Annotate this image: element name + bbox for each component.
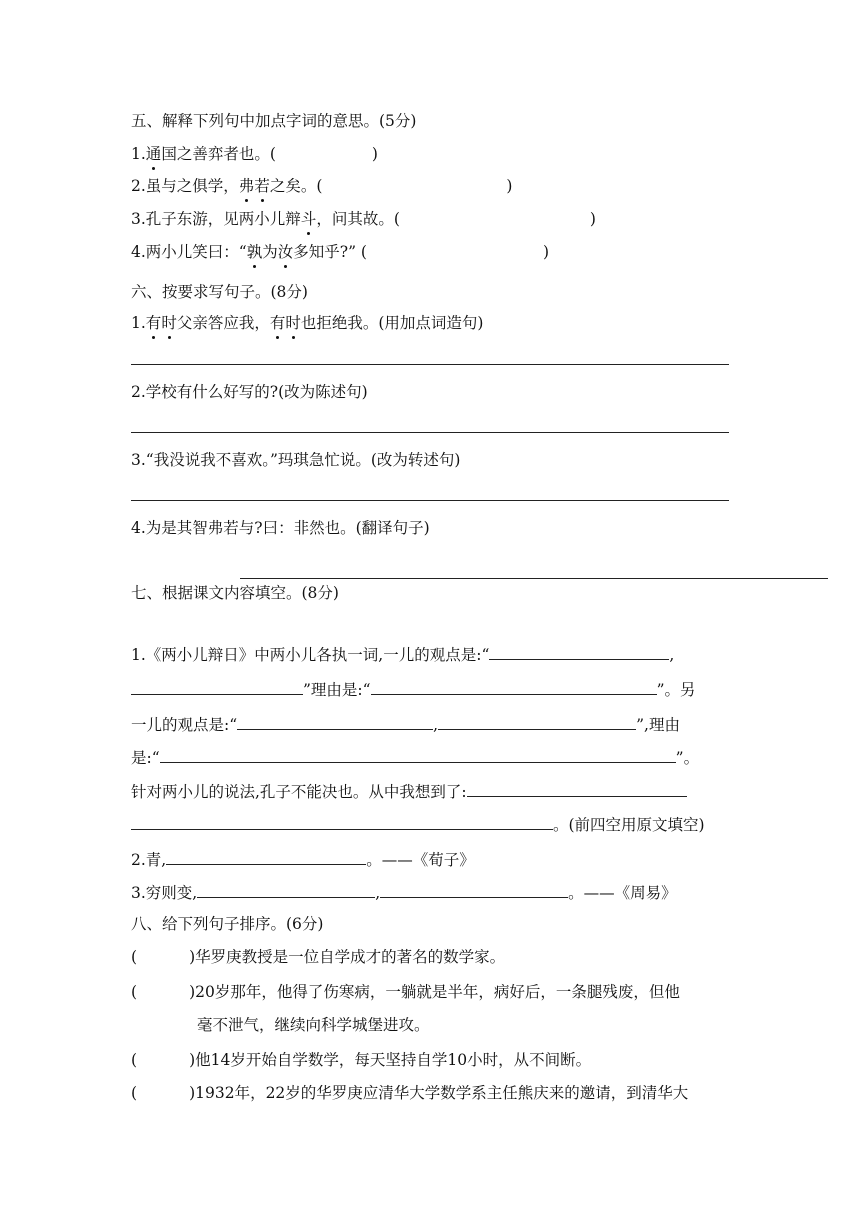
dotted-char: 时 bbox=[161, 314, 177, 332]
s7-line-5 bbox=[131, 782, 687, 802]
text: 3.穷则变, bbox=[131, 884, 198, 902]
s7-line-3 bbox=[131, 715, 680, 735]
text: 一儿的观点是:“ bbox=[131, 716, 238, 734]
text: 为 bbox=[262, 243, 278, 261]
fill-blank[interactable] bbox=[237, 715, 433, 730]
text: ) bbox=[189, 948, 196, 966]
text: 2.虽与之俱学， bbox=[131, 177, 239, 195]
s8-item-1 bbox=[131, 947, 505, 967]
s6-question-1 bbox=[131, 313, 483, 333]
fill-blank[interactable] bbox=[131, 815, 553, 830]
text: 国之善弈者也。( bbox=[161, 145, 276, 163]
text: ( bbox=[131, 1051, 138, 1069]
text: ，问其故。( bbox=[316, 210, 400, 228]
text: ) bbox=[371, 145, 378, 163]
text: 20岁那年，他得了伤寒病，一躺就是半年，病好后，一条腿残废，但他 bbox=[195, 983, 680, 1001]
dotted-char: 孰 bbox=[246, 243, 263, 261]
text: , bbox=[669, 646, 675, 664]
section-6-heading: 六、按要求写句子。(8分) bbox=[131, 283, 308, 301]
text: 也拒绝我。(用加点词造句) bbox=[300, 314, 484, 332]
answer-line[interactable] bbox=[131, 432, 729, 433]
text: 父亲答应我， bbox=[176, 314, 270, 332]
text: ) bbox=[189, 1051, 196, 1069]
text: ”。另 bbox=[656, 681, 696, 699]
text: 1.《两小儿辩日》中两小儿各执一词,一儿的观点是:“ bbox=[131, 646, 490, 664]
section-8-heading: 八、给下列句子排序。(6分) bbox=[131, 915, 324, 933]
text: ) bbox=[189, 983, 196, 1001]
fill-blank[interactable] bbox=[197, 883, 375, 898]
s8-item-4 bbox=[131, 1083, 688, 1103]
dotted-char: 汝 bbox=[277, 243, 294, 261]
s5-question-2 bbox=[131, 176, 512, 196]
text: ) bbox=[542, 243, 550, 261]
text: ”,理由 bbox=[636, 716, 680, 734]
text: 4.两小儿笑曰：“ bbox=[131, 243, 247, 261]
text: ”理由是:“ bbox=[303, 681, 371, 699]
dotted-char: 弗 bbox=[238, 177, 255, 195]
text: ( bbox=[131, 948, 138, 966]
text: , bbox=[375, 884, 381, 902]
s5-question-3 bbox=[131, 209, 596, 229]
s7-line-2 bbox=[131, 680, 696, 700]
text: ”。 bbox=[675, 749, 700, 767]
text: , bbox=[433, 716, 439, 734]
answer-line[interactable] bbox=[131, 500, 729, 501]
s6-question-2: 2.学校有什么好写的?(改为陈述句) bbox=[131, 383, 368, 401]
s7-question-3 bbox=[131, 883, 677, 903]
fill-blank[interactable] bbox=[166, 850, 366, 865]
answer-line[interactable] bbox=[240, 578, 828, 579]
s5-question-4 bbox=[131, 242, 549, 262]
text: 1. bbox=[131, 145, 146, 163]
text: ( bbox=[131, 983, 138, 1001]
text: 。(前四空用原文填空) bbox=[553, 816, 705, 834]
s6-question-3: 3.“我没说我不喜欢。”玛琪急忙说。(改为转述句) bbox=[131, 451, 461, 469]
s5-question-1 bbox=[131, 144, 378, 164]
s7-line-1 bbox=[131, 645, 674, 665]
text: 1932年，22岁的华罗庚应清华大学数学系主任熊庆来的邀请，到清华大 bbox=[195, 1084, 689, 1102]
text: 。——《荀子》 bbox=[366, 851, 475, 869]
fill-blank[interactable] bbox=[438, 715, 636, 730]
fill-blank[interactable] bbox=[160, 748, 676, 763]
s8-item-2 bbox=[131, 982, 680, 1002]
text: 2.青, bbox=[131, 851, 167, 869]
text: 是:“ bbox=[131, 749, 160, 767]
s8-item-3 bbox=[131, 1050, 591, 1070]
answer-line[interactable] bbox=[131, 364, 729, 365]
s7-line-6 bbox=[131, 815, 705, 835]
text: ) bbox=[589, 210, 596, 228]
text: ) bbox=[506, 177, 513, 195]
dotted-char: 时 bbox=[285, 314, 301, 332]
dotted-char: 有 bbox=[145, 314, 162, 332]
section-7-heading: 七、根据课文内容填空。(8分) bbox=[131, 584, 339, 602]
fill-blank[interactable] bbox=[371, 680, 657, 695]
dotted-char: 有 bbox=[269, 314, 286, 332]
fill-blank[interactable] bbox=[380, 883, 568, 898]
s7-line-4 bbox=[131, 748, 699, 768]
dotted-char: 通 bbox=[145, 145, 162, 163]
fill-blank[interactable] bbox=[489, 645, 669, 660]
text: 。——《周易》 bbox=[568, 884, 677, 902]
text: 1. bbox=[131, 314, 146, 332]
text: ( bbox=[131, 1084, 138, 1102]
text: 之矣。( bbox=[269, 177, 323, 195]
text: 华罗庚教授是一位自学成才的著名的数学家。 bbox=[195, 948, 506, 966]
s8-item-2-cont: 毫不泄气，继续向科学城堡进攻。 bbox=[197, 1016, 430, 1034]
fill-blank[interactable] bbox=[131, 680, 303, 695]
text: 他14岁开始自学数学，每天坚持自学10小时，从不间断。 bbox=[195, 1051, 592, 1069]
s7-question-2 bbox=[131, 850, 475, 870]
section-5-heading: 五、解释下列句中加点字词的意思。(5分) bbox=[131, 112, 417, 130]
text: ) bbox=[189, 1084, 196, 1102]
text: 3.孔子东游，见两小儿辩 bbox=[131, 210, 301, 228]
dotted-char: 若 bbox=[254, 177, 270, 195]
text: 针对两小儿的说法,孔子不能决也。从中我想到了: bbox=[131, 783, 467, 801]
fill-blank[interactable] bbox=[467, 782, 687, 797]
dotted-char: 斗 bbox=[300, 210, 317, 228]
s6-question-4: 4.为是其智弗若与?曰：非然也。(翻译句子) bbox=[131, 519, 430, 537]
text: 多知乎?” ( bbox=[293, 243, 367, 261]
